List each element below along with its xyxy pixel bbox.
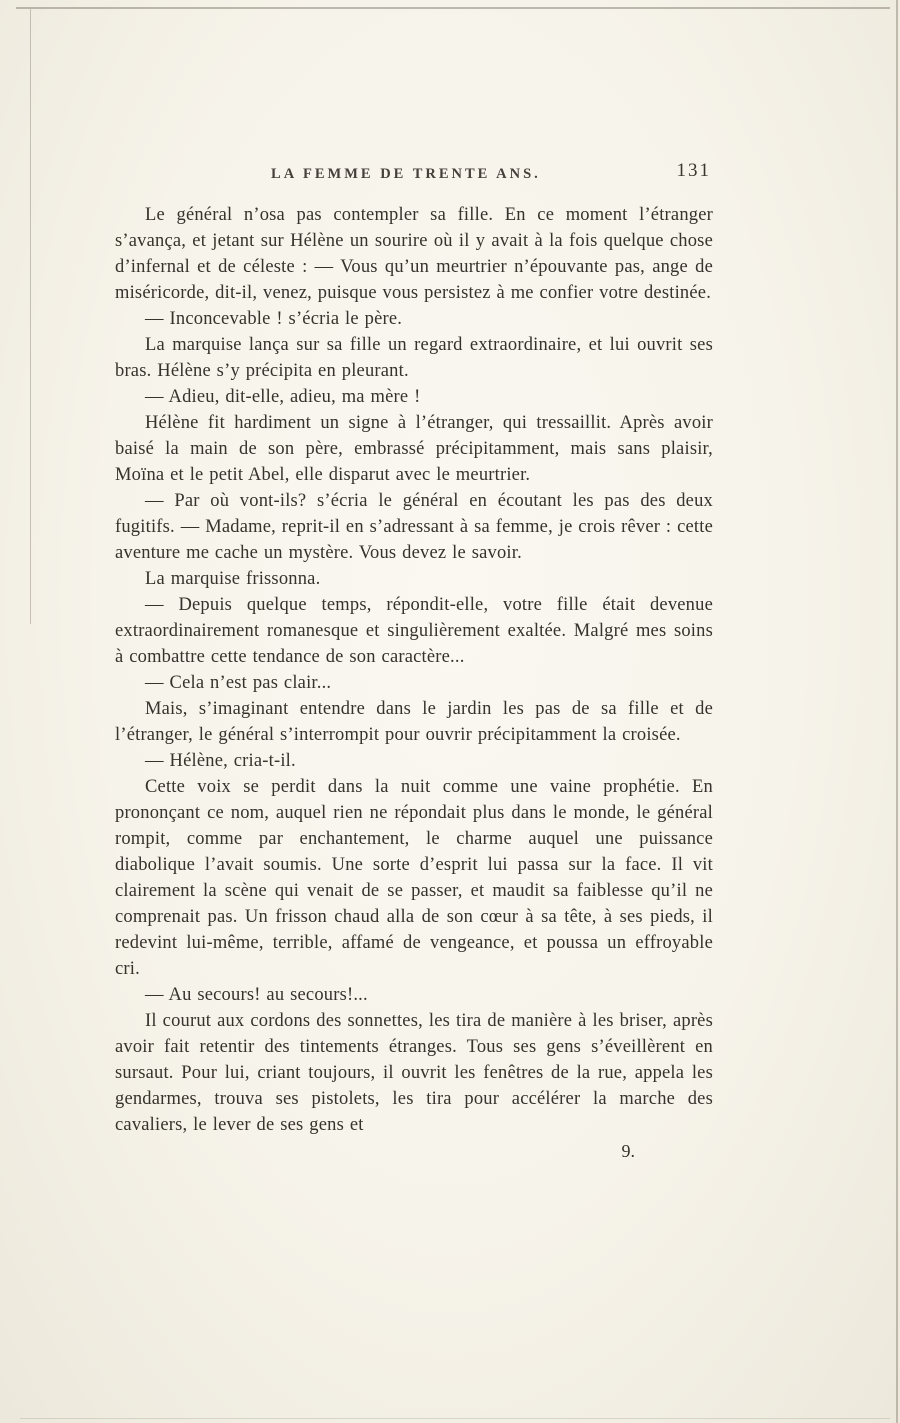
paragraph: — Hélène, cria-t-il. [145,751,296,771]
paragraph: Cette voix se perdit dans la nuit comme une vaine prophétie. En prononçant ce nom, auquel rien ne répondait plus dans le monde, le général rompit, comme par enchantement, le charme auquel une puissance diabolique l’avait soumis. Une sorte d’esprit lui passa sur la face. Il vit clairement la scène qui venait de se passer, et maudit sa faiblesse qu’il ne comprenait pas. Un frisson chaud alla de son cœur à sa tête, à ses pieds, il redevint lui-même, terrible, affamé de vengeance, et poussa un effroyable cri. [115,777,713,979]
paragraph: Le général n’osa pas contempler sa fille. En ce moment l’étranger s’avança, et jetant sur Hélène un sourire où il y avait à la fois quelque chose d’infernal et de céleste : — Vous qu’un meurtrier n’épouvante pas, ange de miséricorde, dit-il, venez, puisque vous persistez à me confier votre destinée. [115,205,713,303]
page-content [115,160,713,1162]
page-number: 131 [676,160,711,181]
paragraph: Il courut aux cordons des sonnettes, les tira de manière à les briser, après avoir fait retentir des tintements étranges. Tous ses gens s’éveillèrent en sursaut. Pour lui, criant toujours, il ouvrit les fenêtres de la rue, appela les gendarmes, trouva ses pistolets, les tira pour accélérer la marche des cavaliers, le lever de ses gens et [115,1011,713,1135]
scan-edge-top [16,7,890,9]
scan-edge-left [30,9,31,624]
paragraph: La marquise lança sur sa fille un regard extraordinaire, et lui ouvrit ses bras. Hélène s’y précipita en pleurant. [115,335,713,381]
paragraph: — Au secours! au secours!... [145,985,368,1005]
page-header [115,160,713,192]
paragraph: La marquise frissonna. [145,569,321,589]
paragraph: — Cela n’est pas clair... [145,673,332,693]
paragraph: Mais, s’imaginant entendre dans le jardin les pas de sa fille et de l’étranger, le général s’interrompit pour ouvrir précipitamment la croisée. [115,699,713,745]
paragraph: — Inconcevable ! s’écria le père. [145,309,403,329]
running-title: LA FEMME DE TRENTE ANS. [271,166,541,182]
body-text [115,202,713,1138]
paragraph: Hélène fit hardiment un signe à l’étranger, qui tressaillit. Après avoir baisé la main de son père, embrassé précipitamment, mais sans plaisir, Moïna et le petit Abel, elle disparut avec le meurtrier. [115,413,713,485]
scan-edge-right [896,0,898,1423]
paragraph: — Par où vont-ils? s’écria le général en écoutant les pas des deux fugitifs. — Madame, reprit-il en s’adressant à sa femme, je crois rêver : cette aventure me cache un mystère. Vous devez le savoir. [115,491,713,563]
paragraph: — Depuis quelque temps, répondit-elle, votre fille était devenue extraordinairement romanesque et singulièrement exaltée. Malgré mes soins à combattre cette tendance de son caractère... [115,595,713,667]
scan-edge-bottom [20,1418,890,1419]
paragraph: — Adieu, dit-elle, adieu, ma mère ! [145,387,421,407]
signature-mark: 9. [621,1141,635,1161]
